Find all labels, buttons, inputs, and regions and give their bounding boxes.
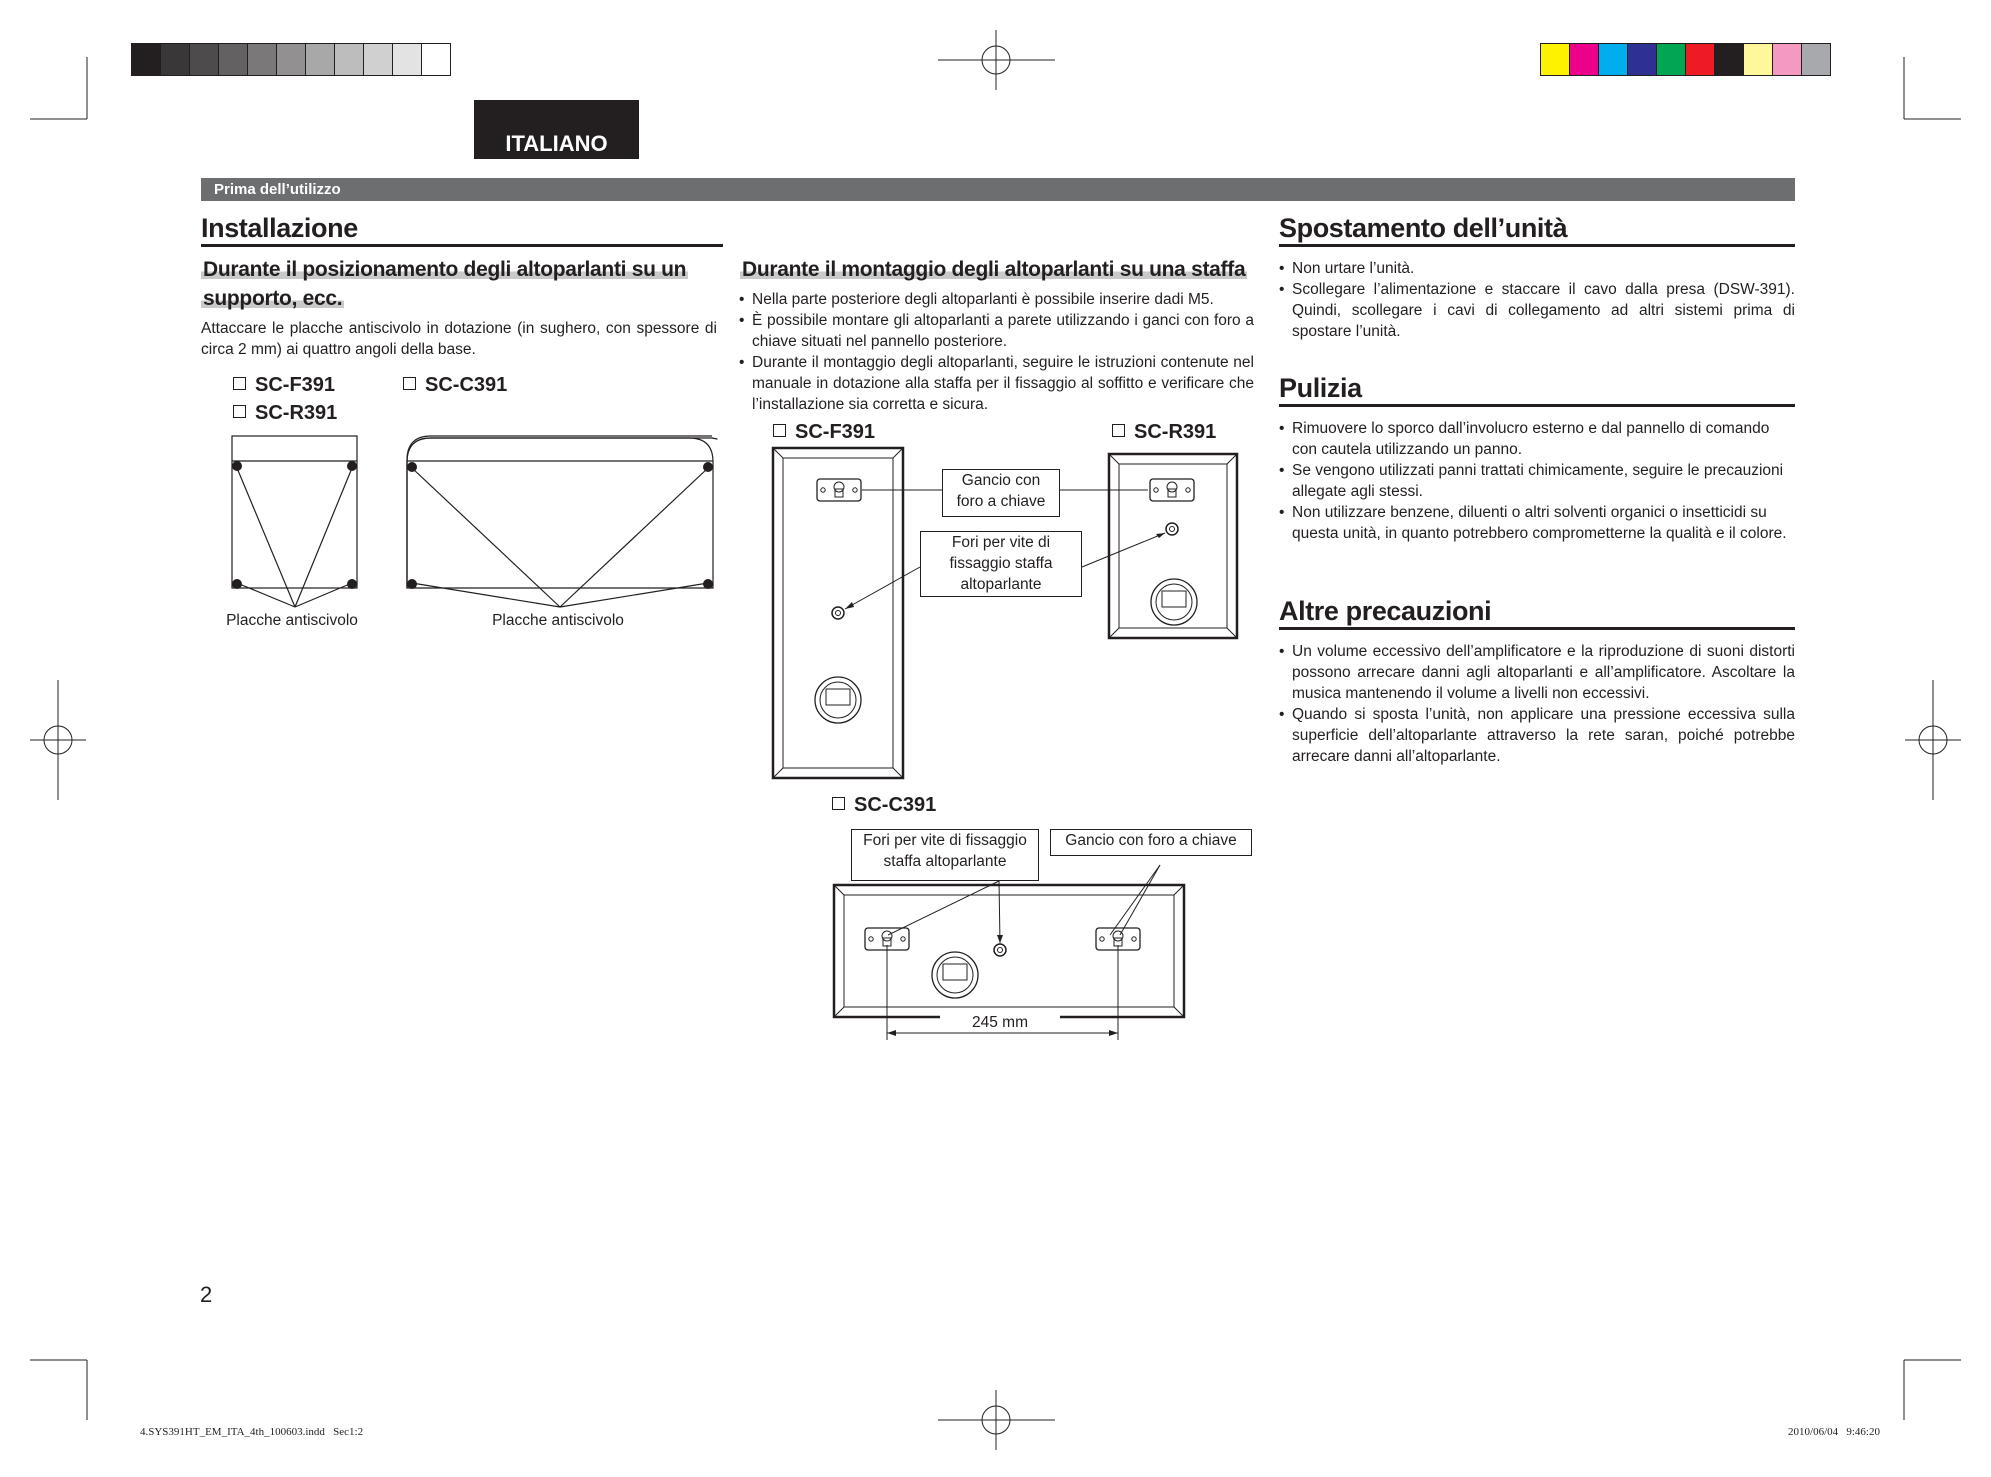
dimension-label: 245 mm	[940, 1014, 1060, 1032]
color-swatch	[1569, 44, 1598, 75]
color-swatch	[1743, 44, 1772, 75]
language-tab: ITALIANO	[474, 100, 639, 159]
pulizia-title: Pulizia	[1279, 373, 1795, 407]
process-color-bar	[1540, 43, 1831, 76]
support-text: Attaccare le placche antiscivolo in dotazione (in sughero, con spessore di circa 2 mm) ai quattro angoli della base.	[201, 320, 717, 358]
spostamento-title: Spostamento dell’unità	[1279, 213, 1795, 247]
mount-bullet-2: • È possibile montare gli altoparlanti a parete utilizzando i ganci con foro a chiave situati nel pannello posteriore.	[739, 310, 1254, 352]
pulizia-bullet-3: • Non utilizzare benzene, diluenti o altri solventi organici o insetticidi su questa unità, in quanto potrebbero comprometterne la qualità e il colore.	[1279, 502, 1795, 544]
footer-file-info: 4.SYS391HT_EM_ITA_4th_100603.indd Sec1:2	[140, 1426, 364, 1438]
pulizia-bullets	[1279, 418, 1795, 544]
caption-pads-left: Placche antiscivolo	[226, 612, 358, 629]
color-swatch	[421, 44, 450, 75]
model-label-c391-mount: SC-C391	[832, 794, 936, 817]
support-heading	[201, 255, 721, 313]
color-swatch	[1772, 44, 1801, 75]
pulizia-bullet-1: • Rimuovere lo sporco dall’involucro esterno e dal pannello di comando con cautela utilizzando un panno.	[1279, 418, 1795, 460]
color-swatch	[247, 44, 276, 75]
callout-keyhole-hook: Gancio con foro a chiave	[942, 469, 1060, 517]
color-swatch	[1801, 44, 1830, 75]
altre-bullet-2: • Quando si sposta l’unità, non applicare una pressione eccessiva sulla superficie dell’altoparlante attraverso la rete saran, poiché potrebbe arrecare danni all’altoparlante.	[1279, 704, 1795, 767]
mount-bullet-1: • Nella parte posteriore degli altoparlanti è possibile inserire dadi M5.	[739, 289, 1254, 310]
gray-color-bar	[131, 43, 451, 76]
color-swatch	[305, 44, 334, 75]
altre-bullet-1: • Un volume eccessivo dell’amplificatore e la riproduzione di suoni distorti possono arrecare danni agli altoparlanti e all’amplificatore. Ascoltare la musica mantenendo il volume a livelli non eccessivi.	[1279, 641, 1795, 704]
section-bar: Prima dell’utilizzo	[201, 178, 1795, 201]
spostamento-bullets	[1279, 258, 1795, 342]
color-swatch	[363, 44, 392, 75]
model-label-r391-mount: SC-R391	[1112, 421, 1216, 444]
spostamento-bullet-1: • Non urtare l’unità.	[1279, 258, 1795, 279]
spostamento-bullet-2: • Scollegare l’alimentazione e staccare il cavo dalla presa (DSW-391). Quindi, scollegare i cavi di collegamento ad altri sistemi prima di spostare l’unità.	[1279, 279, 1795, 342]
support-heading-line2: supporto, ecc.	[203, 287, 343, 310]
pulizia-bullet-2: • Se vengono utilizzati panni trattati chimicamente, seguire le precauzioni allegate agli stessi.	[1279, 460, 1795, 502]
color-swatch	[132, 44, 160, 75]
mount-bullets	[739, 289, 1254, 415]
installazione-title: Installazione	[201, 213, 723, 247]
color-swatch	[189, 44, 218, 75]
altre-precauzioni-title: Altre precauzioni	[1279, 596, 1795, 630]
mount-bullet-3: • Durante il montaggio degli altoparlanti, seguire le istruzioni contenute nel manuale in dotazione alla staffa per il fissaggio al soffitto e verificare che l’installazione sia corretta e sicura.	[739, 352, 1254, 415]
altre-precauzioni-bullets	[1279, 641, 1795, 767]
color-swatch	[160, 44, 189, 75]
mount-heading: Durante il montaggio degli altoparlanti su una staffa	[742, 258, 1246, 281]
model-label-c391-left: SC-C391	[403, 374, 507, 397]
color-swatch	[1685, 44, 1714, 75]
color-swatch	[392, 44, 421, 75]
callout-center-holes: Fori per vite di fissaggio staffa altoparlante	[851, 829, 1039, 881]
model-label-f391-left: SC-F391	[233, 374, 335, 397]
color-swatch	[276, 44, 305, 75]
color-swatch	[334, 44, 363, 75]
base-pads-diagram	[225, 432, 725, 617]
color-swatch	[1714, 44, 1743, 75]
model-label-r391-left: SC-R391	[233, 402, 337, 425]
color-swatch	[1627, 44, 1656, 75]
model-label-f391-mount: SC-F391	[773, 421, 875, 444]
color-swatch	[1541, 44, 1569, 75]
caption-pads-right: Placche antiscivolo	[492, 612, 624, 629]
callout-bracket-holes: Fori per vite di fissaggio staffa altoparlante	[920, 531, 1082, 597]
page-number: 2	[200, 1282, 213, 1307]
support-heading-line1: Durante il posizionamento degli altoparlanti su un	[203, 258, 687, 281]
footer-timestamp: 2010/06/04 9:46:20	[1788, 1426, 1880, 1438]
callout-center-hook: Gancio con foro a chiave	[1050, 829, 1252, 856]
color-swatch	[1656, 44, 1685, 75]
color-swatch	[1598, 44, 1627, 75]
color-swatch	[218, 44, 247, 75]
